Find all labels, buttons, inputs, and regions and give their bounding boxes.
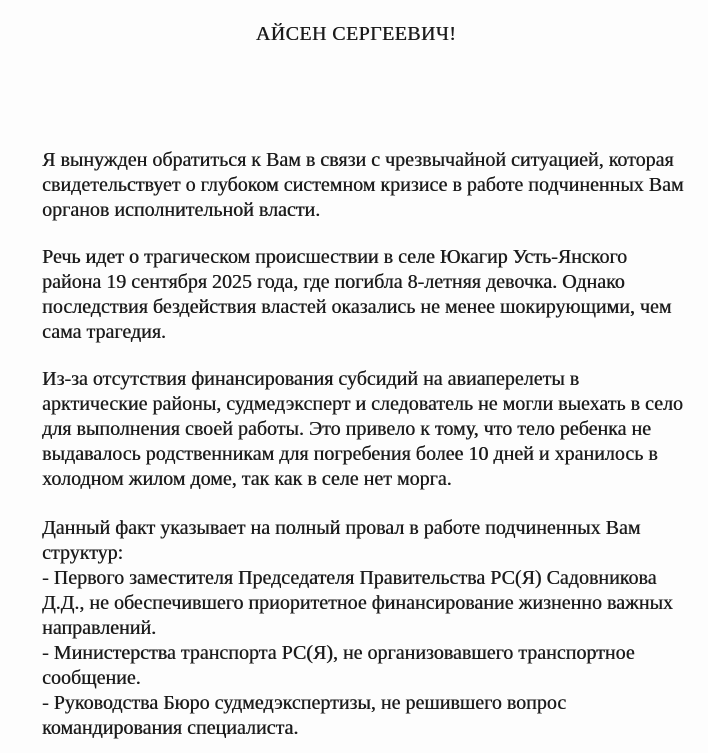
text-line: сообщение. — [42, 667, 141, 689]
paragraph-accusations — [42, 516, 673, 741]
text-line: органов исполнительной власти. — [42, 199, 321, 221]
text-line: сама трагедия. — [42, 321, 166, 343]
text-line: последствия бездействия властей оказались не менее шокирующими, чем — [42, 296, 672, 318]
text-line: для выполнения своей работы. Это привело к тому, что тело ребенка не — [42, 418, 651, 440]
paragraph-incident — [42, 245, 670, 345]
text-line: командирования специалиста. — [42, 717, 299, 739]
text-line: Речь идет о трагическом происшествии в селе Юкагир Усть-Янского — [42, 246, 628, 268]
paragraph-intro — [42, 148, 684, 223]
text-line: Из-за отсутствия финансирования субсидий на авиаперелеты в — [42, 368, 580, 390]
text-line: района 19 сентября 2025 года, где погибла 8-летняя девочка. Однако — [42, 271, 625, 293]
text-line: - Руководства Бюро судмедэкспертизы, не решившего вопрос — [42, 692, 567, 714]
text-line: выдавалось родственникам для погребения более 10 дней и хранилось в — [42, 443, 658, 465]
paragraph-consequences — [42, 367, 683, 492]
text-line: свидетельствует о глубоком системном кризисе в работе подчиненных Вам — [42, 174, 684, 196]
text-line: - Министерства транспорта РС(Я), не организовавшего транспортное — [42, 642, 635, 664]
text-line: направлений. — [42, 617, 157, 639]
text-line: холодном жилом доме, так как в селе нет морга. — [42, 468, 452, 490]
text-line: Данный факт указывает на полный провал в работе подчиненных Вам — [42, 517, 641, 539]
text-line: структур: — [42, 542, 124, 564]
text-line: Д.Д., не обеспечившего приоритетное финансирование жизненно важных — [42, 592, 673, 614]
text-line: арктические районы, судмедэксперт и следователь не могли выехать в село — [42, 393, 683, 415]
text-line: Я вынужден обратиться к Вам в связи с чрезвычайной ситуацией, которая — [42, 149, 674, 171]
letter-salutation: АЙСЕН СЕРГЕЕВИЧ! — [255, 23, 457, 45]
text-line: - Первого заместителя Председателя Правительства РС(Я) Садовникова — [42, 567, 657, 589]
